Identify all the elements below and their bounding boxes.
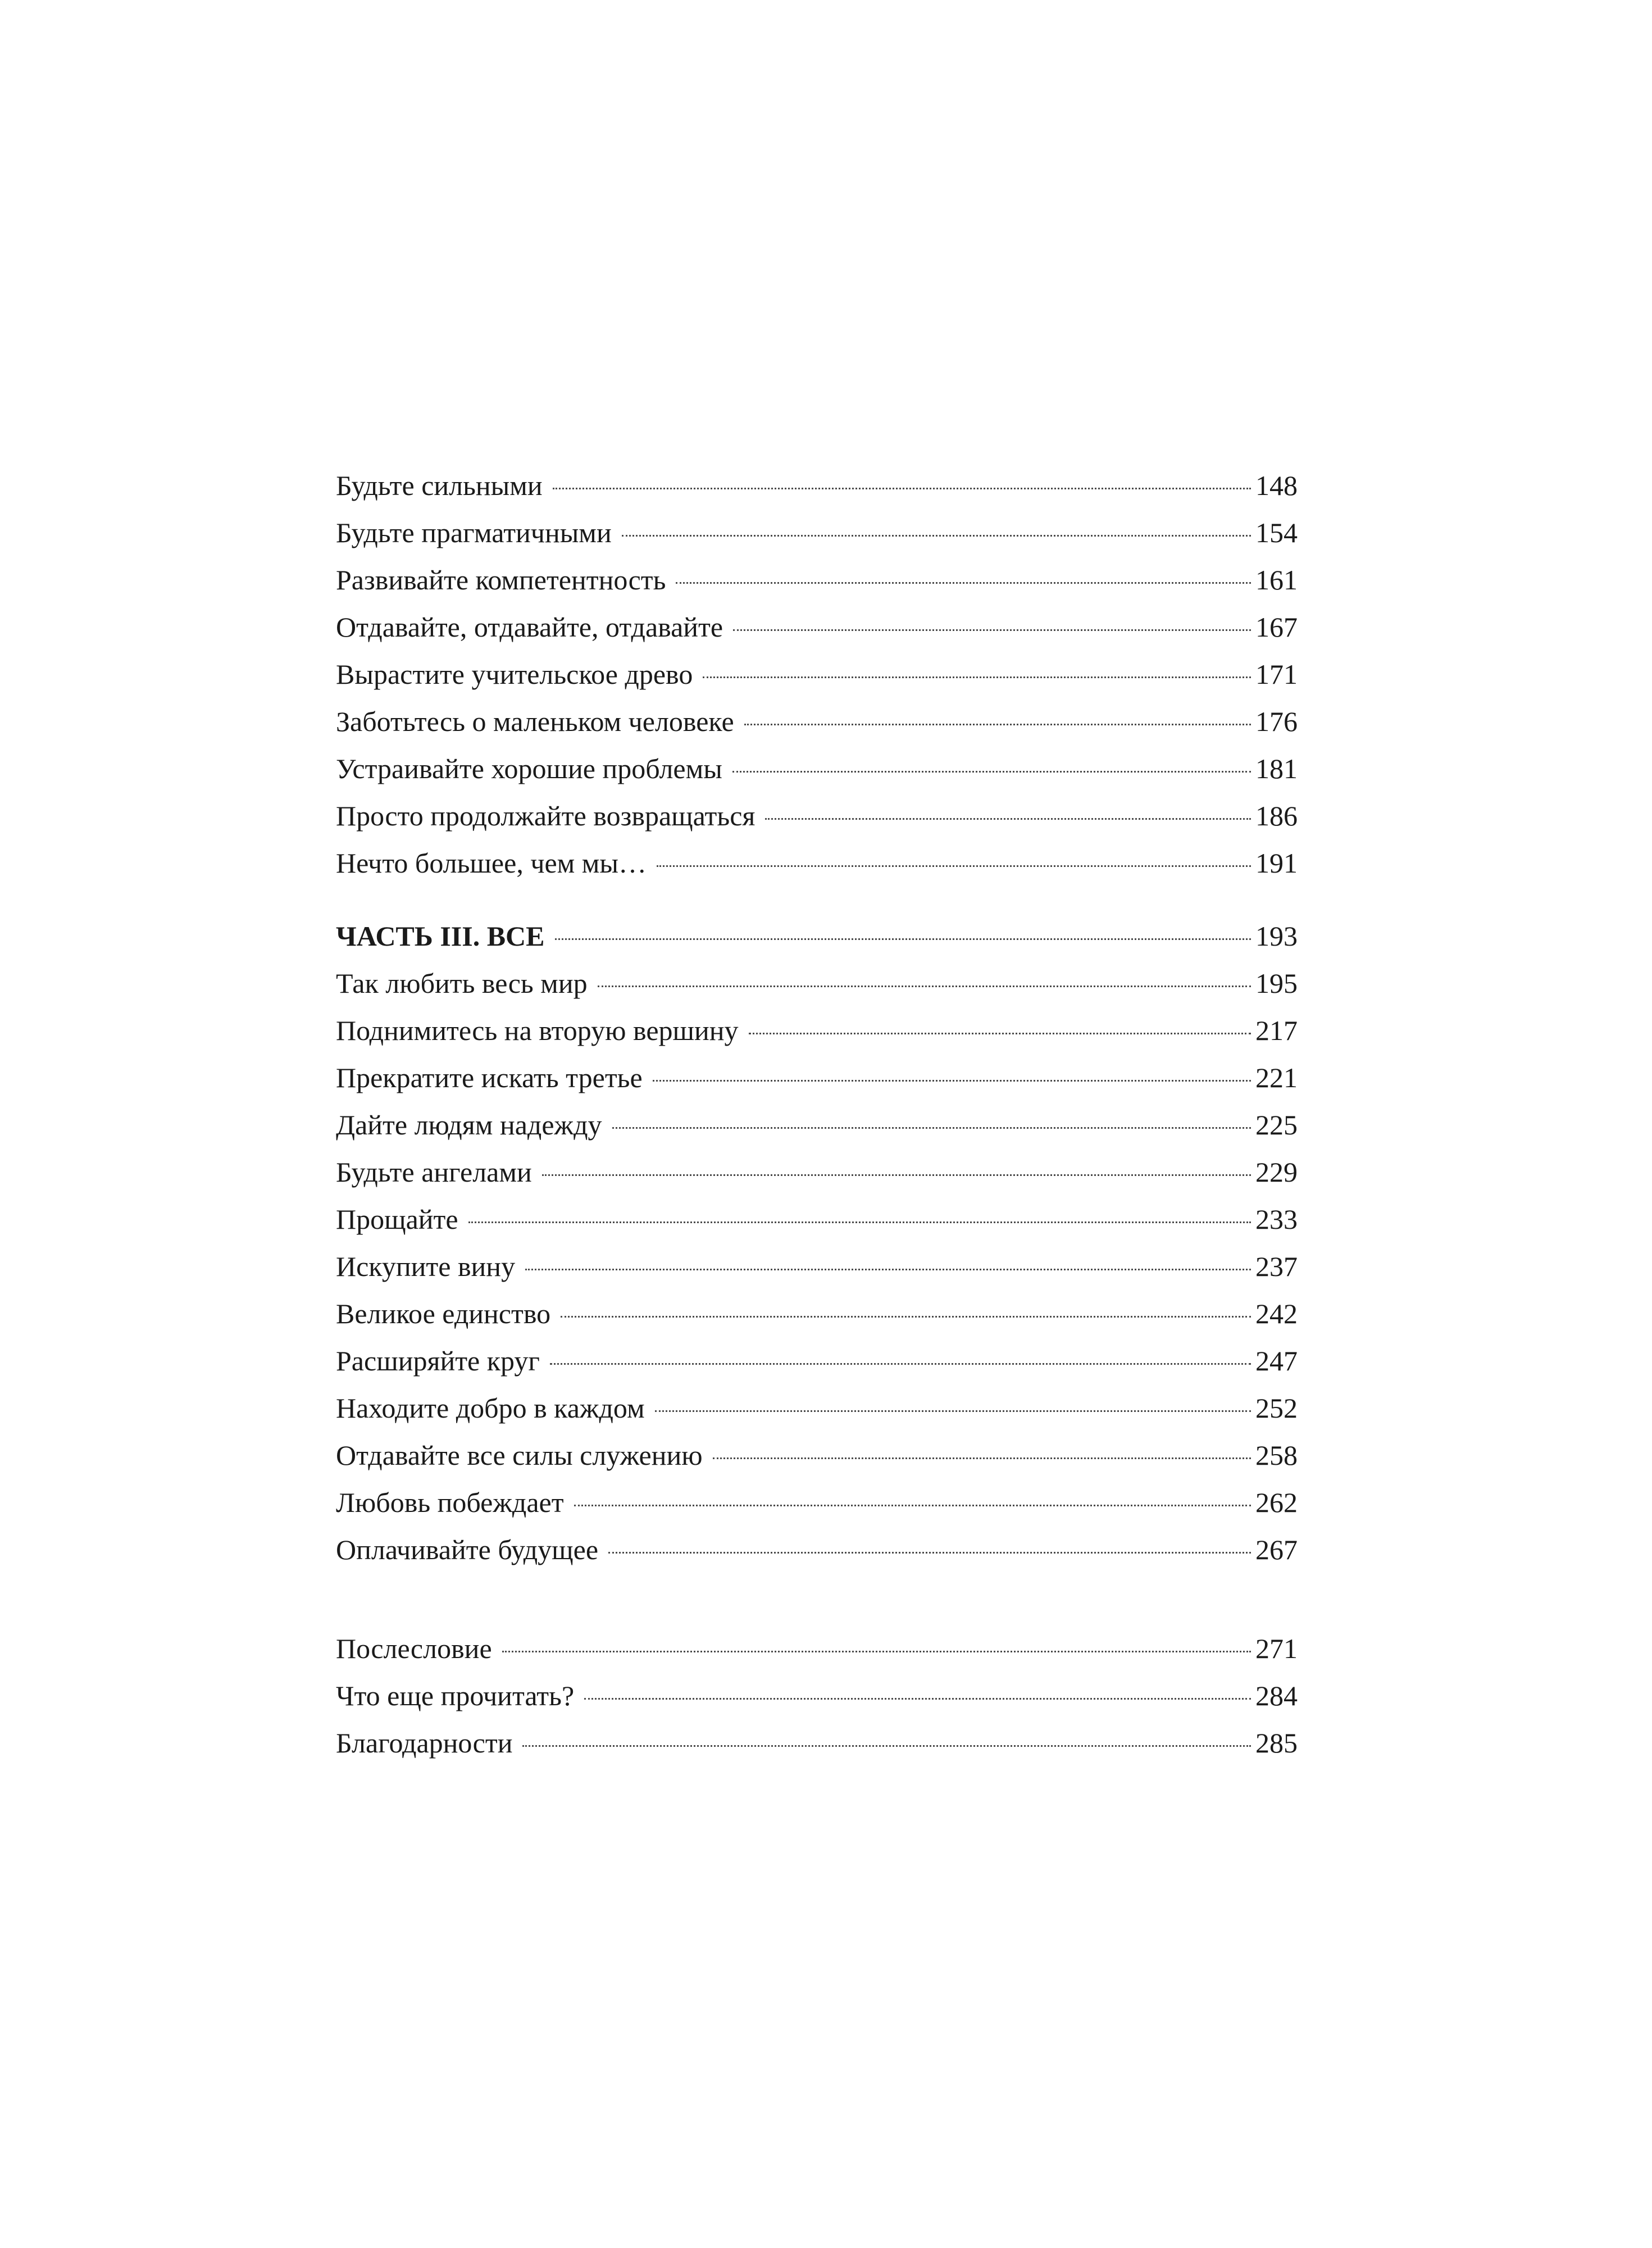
toc-entry-page: 247 [1255, 1345, 1298, 1377]
toc-entry-title: Оплачивайте будущее [336, 1534, 599, 1565]
dot-leader [574, 1505, 1251, 1506]
dot-leader [657, 865, 1251, 867]
dot-leader [622, 535, 1251, 537]
toc-entry[interactable] [336, 556, 1298, 603]
toc-entry[interactable] [336, 1526, 1298, 1573]
toc-entry-page: 148 [1255, 470, 1298, 501]
toc-part-title: ЧАСТЬ III. ВСЕ [336, 920, 545, 952]
dot-leader [525, 1269, 1251, 1270]
toc-group-back-matter [336, 1625, 1298, 1766]
toc-entry[interactable] [336, 462, 1298, 509]
toc-entry[interactable] [336, 960, 1298, 1007]
toc-entry-page: 171 [1255, 658, 1298, 690]
toc-entry[interactable] [336, 1101, 1298, 1148]
table-of-contents [336, 462, 1298, 1766]
toc-entry-title: Так любить весь мир [336, 968, 588, 999]
toc-entry[interactable] [336, 651, 1298, 698]
toc-entry-title: Заботьтесь о маленьком человеке [336, 706, 734, 737]
toc-group-part-3 [336, 912, 1298, 1573]
toc-entry[interactable] [336, 509, 1298, 556]
toc-entry-page: 285 [1255, 1727, 1298, 1759]
toc-entry-page: 195 [1255, 968, 1298, 999]
dot-leader [522, 1745, 1251, 1747]
toc-part-heading[interactable] [336, 912, 1298, 960]
dot-leader [550, 1363, 1251, 1365]
toc-entry[interactable] [336, 1290, 1298, 1337]
toc-entry-page: 221 [1255, 1062, 1298, 1093]
dot-leader [744, 724, 1251, 725]
toc-entry-title: Будьте сильными [336, 470, 543, 501]
toc-entry[interactable] [336, 1054, 1298, 1101]
toc-entry-title: Нечто большее, чем мы… [336, 847, 647, 879]
toc-entry-page: 176 [1255, 706, 1298, 737]
toc-entry-page: 191 [1255, 847, 1298, 879]
toc-entry[interactable] [336, 1243, 1298, 1290]
toc-entry[interactable] [336, 1432, 1298, 1479]
toc-entry-page: 252 [1255, 1392, 1298, 1424]
dot-leader [555, 938, 1251, 940]
toc-entry-page: 217 [1255, 1015, 1298, 1046]
dot-leader [542, 1174, 1251, 1176]
toc-entry[interactable] [336, 1384, 1298, 1432]
toc-entry[interactable] [336, 1196, 1298, 1243]
dot-leader [733, 629, 1251, 631]
toc-entry-title: Великое единство [336, 1298, 551, 1329]
toc-entry-title: Устраивайте хорошие проблемы [336, 753, 722, 784]
toc-entry-page: 161 [1255, 564, 1298, 596]
toc-entry-title: Отдавайте все силы служению [336, 1439, 703, 1471]
dot-leader [655, 1410, 1251, 1412]
dot-leader [584, 1698, 1251, 1700]
dot-leader [553, 488, 1251, 489]
toc-entry[interactable] [336, 1719, 1298, 1766]
toc-entry-page: 181 [1255, 753, 1298, 784]
toc-entry[interactable] [336, 1148, 1298, 1196]
dot-leader [653, 1080, 1251, 1082]
toc-entry-page: 229 [1255, 1156, 1298, 1188]
dot-leader [561, 1316, 1251, 1318]
toc-entry-title: Что еще прочитать? [336, 1680, 575, 1711]
toc-entry-page: 267 [1255, 1534, 1298, 1565]
toc-entry-page: 193 [1255, 920, 1298, 952]
toc-entry-title: Любовь побеждает [336, 1487, 564, 1518]
toc-entry-page: 154 [1255, 517, 1298, 548]
dot-leader [703, 676, 1251, 678]
toc-entry-title: Поднимитесь на вторую вершину [336, 1015, 739, 1046]
toc-entry-title: Будьте прагматичными [336, 517, 612, 548]
dot-leader [502, 1651, 1251, 1652]
toc-entry-title: Будьте ангелами [336, 1156, 532, 1188]
toc-entry-title: Благодарности [336, 1727, 513, 1759]
toc-entry[interactable] [336, 698, 1298, 745]
toc-entry-page: 258 [1255, 1439, 1298, 1471]
dot-leader [468, 1221, 1251, 1223]
dot-leader [749, 1033, 1251, 1034]
toc-entry-title: Развивайте компетентность [336, 564, 666, 596]
dot-leader [608, 1552, 1251, 1554]
toc-entry[interactable] [336, 1625, 1298, 1672]
toc-entry-title: Прекратите искать третье [336, 1062, 643, 1093]
toc-entry[interactable] [336, 1672, 1298, 1719]
toc-entry-title: Дайте людям надежду [336, 1109, 602, 1141]
toc-entry-page: 262 [1255, 1487, 1298, 1518]
toc-entry-title: Прощайте [336, 1204, 458, 1235]
dot-leader [713, 1457, 1251, 1459]
dot-leader [612, 1127, 1251, 1129]
dot-leader [676, 582, 1251, 584]
toc-entry-page: 233 [1255, 1204, 1298, 1235]
toc-entry-page: 237 [1255, 1251, 1298, 1282]
dot-leader [598, 986, 1251, 987]
toc-entry[interactable] [336, 1479, 1298, 1526]
toc-entry-title: Отдавайте, отдавайте, отдавайте [336, 611, 723, 643]
toc-group-part-2-end [336, 462, 1298, 887]
toc-entry[interactable] [336, 792, 1298, 839]
toc-entry-title: Находите добро в каждом [336, 1392, 645, 1424]
toc-entry[interactable] [336, 839, 1298, 887]
toc-entry-title: Расширяйте круг [336, 1345, 540, 1377]
toc-entry[interactable] [336, 745, 1298, 792]
toc-entry-page: 271 [1255, 1633, 1298, 1664]
toc-entry-title: Просто продолжайте возвращаться [336, 800, 756, 832]
toc-entry-page: 186 [1255, 800, 1298, 832]
toc-entry-page: 242 [1255, 1298, 1298, 1329]
toc-entry-title: Послесловие [336, 1633, 492, 1664]
toc-entry-page: 167 [1255, 611, 1298, 643]
toc-entry-page: 225 [1255, 1109, 1298, 1141]
toc-entry-title: Вырастите учительское древо [336, 658, 693, 690]
toc-entry-title: Искупите вину [336, 1251, 516, 1282]
toc-entry[interactable] [336, 1337, 1298, 1384]
dot-leader [732, 771, 1251, 773]
toc-entry[interactable] [336, 603, 1298, 651]
toc-entry[interactable] [336, 1007, 1298, 1054]
dot-leader [765, 818, 1251, 820]
toc-entry-page: 284 [1255, 1680, 1298, 1711]
